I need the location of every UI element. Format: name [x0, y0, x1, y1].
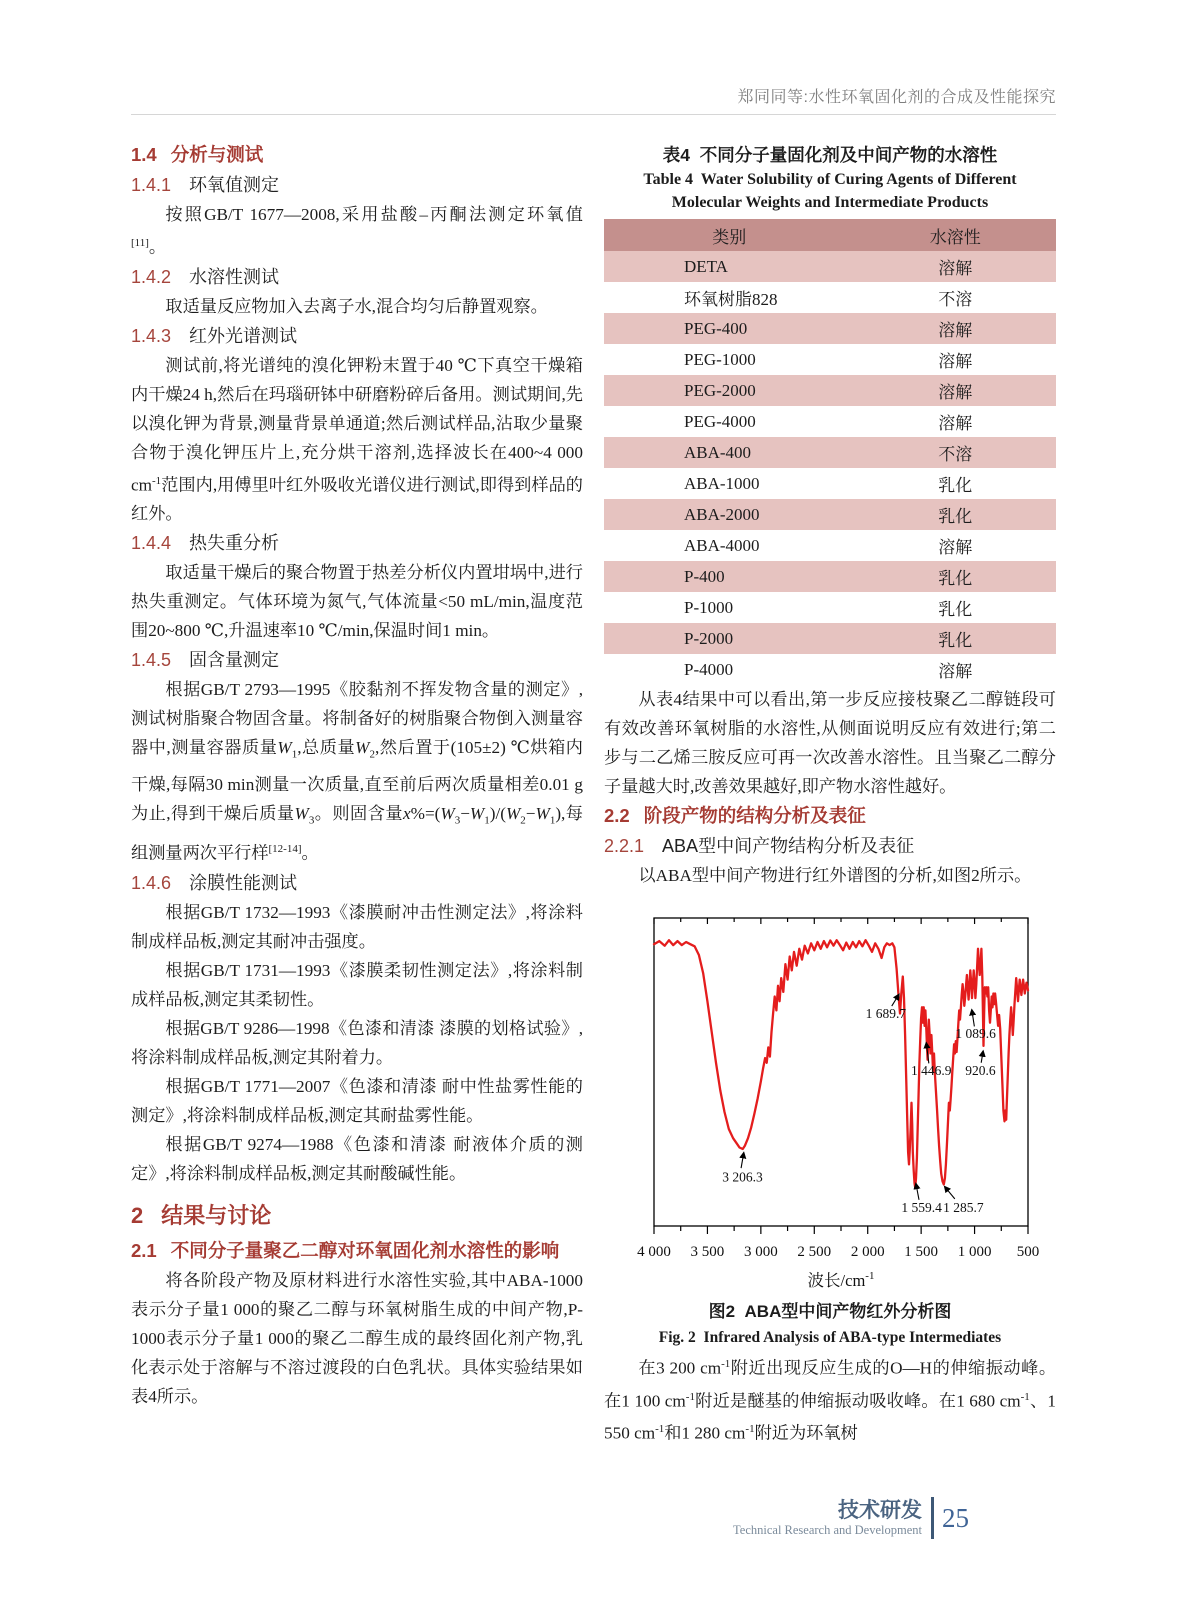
running-head: 郑同同等:水性环氧固化剂的合成及性能探究 [737, 89, 1056, 106]
section-heading-2-1 [131, 1236, 583, 1266]
subsection-heading-1-4-3 [131, 321, 583, 351]
category-cell: 环氧树脂828 [684, 290, 778, 309]
svg-text:1 000: 1 000 [957, 1244, 992, 1260]
paragraph: 根据GB/T 1771—2007《色漆和清漆 耐中性盐雾性能的测定》,将涂料制成样品板,测定其耐盐雾性能。 [131, 1077, 583, 1126]
page-number: 25 [942, 1502, 969, 1533]
category-cell: ABA-2000 [684, 504, 760, 524]
svg-text:920.6: 920.6 [965, 1063, 996, 1079]
header-divider [131, 114, 1056, 115]
section-title: 结果与讨论 [161, 1203, 272, 1229]
category-cell: ABA-400 [684, 442, 752, 462]
solubility-cell: 溶解 [938, 321, 973, 340]
figure-2 [604, 902, 1056, 1299]
paragraph: 从表4结果中可以看出,第一步反应接枝聚乙二醇链段可有效改善环氧树脂的水溶性,从侧面说明反应有效进行;第二步与二乙烯三胺反应可再一次改善水溶性。且当聚乙二醇分子量越大时,改善效果越好,即产物水溶性越好。 [604, 690, 1056, 796]
table-row [604, 561, 1056, 592]
table-header-category: 类别 [604, 219, 855, 251]
svg-text:1 285.7: 1 285.7 [943, 1200, 984, 1216]
solubility-cell: 溶解 [938, 538, 973, 557]
table-header-solubility: 水溶性 [855, 219, 1056, 251]
section-title: 不同分子量聚乙二醇对环氧固化剂水溶性的影响 [170, 1240, 560, 1262]
subsection-heading-1-4-4 [131, 528, 583, 558]
solubility-cell: 不溶 [938, 290, 973, 309]
section-number: 2 [131, 1203, 144, 1229]
section-heading-2 [131, 1196, 583, 1236]
section-number: 1.4 [131, 144, 157, 165]
subsection-heading-1-4-6 [131, 868, 583, 898]
category-cell: PEG-2000 [684, 380, 756, 400]
table-row [604, 406, 1056, 437]
page-content [131, 0, 1056, 1448]
section-heading-1-4 [131, 140, 583, 170]
svg-text:波长/cm-1: 波长$/cm^{-1}$ [807, 1270, 875, 1290]
category-cell: P-400 [684, 566, 725, 586]
subsection-number: 1.4.4 [131, 533, 172, 554]
solubility-cell: 乳化 [938, 600, 973, 619]
category-cell: ABA-1000 [684, 473, 760, 493]
table-4-title-en-line2: Molecular Weights and Intermediate Products [671, 194, 989, 211]
solubility-cell: 溶解 [938, 383, 973, 402]
solubility-cell: 乳化 [938, 569, 973, 588]
table-row [604, 313, 1056, 344]
category-cell: PEG-400 [684, 318, 748, 338]
table-row [604, 623, 1056, 654]
category-cell: PEG-4000 [684, 411, 756, 431]
section-title: 阶段产物的结构分析及表征 [643, 805, 866, 826]
category-cell: P-4000 [684, 659, 734, 679]
svg-text:1 559.4: 1 559.4 [901, 1200, 942, 1216]
table-row [604, 282, 1056, 313]
paragraph: 测试前,将光谱纯的溴化钾粉末置于40 ℃下真空干燥箱内干燥24 h,然后在玛瑙研钵中研磨粉碎后备用。测试期间,先以溴化钾为背景,测量背景单通道;然后测试样品,沾取少量聚合物于溴化钾压片上,充分烘干溶剂,选择波长在400~4 000 $cm^{-1}$范围内,用傅里叶红外吸收光谱仪进行测试,即得到样品的红外。 [131, 355, 583, 524]
subsection-number: 1.4.6 [131, 873, 172, 894]
table-row [604, 344, 1056, 375]
figure-2-caption-cn: 图2 ABA型中间产物红外分析图 [708, 1302, 952, 1321]
paragraph: 按照GB/T 1677—2008,采用盐酸–丙酮法测定环氧值[11]。 [131, 205, 583, 257]
figure-2-caption-en: Fig. 2 Infrared Analysis of ABA-type Intermediates [658, 1329, 1002, 1346]
solubility-cell: 不溶 [938, 445, 973, 464]
footer-section-cn: 技术研发 [838, 1498, 922, 1522]
subsection-number: 1.4.1 [131, 175, 172, 195]
solubility-cell: 乳化 [938, 476, 973, 495]
ir-spectrum-chart [604, 902, 1056, 1294]
table-4-title-en-line1: Table 4 Water Solubility of Curing Agents of Different [643, 171, 1017, 188]
left-column [131, 140, 583, 1448]
paragraph: 根据GB/T 9274—1988《色漆和清漆 耐液体介质的测定》,将涂料制成样品板,测定其耐酸碱性能。 [131, 1135, 583, 1184]
section-heading-2-2 [604, 801, 1056, 831]
table-body [604, 251, 1056, 685]
solubility-cell: 溶解 [938, 414, 973, 433]
subsection-number: 1.4.5 [131, 650, 172, 671]
solubility-cell: 乳化 [938, 631, 973, 650]
subsection-number: 1.4.3 [131, 325, 172, 346]
svg-text:1 446.9: 1 446.9 [911, 1063, 952, 1079]
category-cell: P-1000 [684, 597, 734, 617]
table-row [604, 592, 1056, 623]
footer-section-name [733, 1499, 922, 1538]
paragraph: 根据GB/T 1732—1993《漆膜耐冲击性测定法》,将涂料制成样品板,测定其耐冲击强度。 [131, 903, 583, 952]
table-row [604, 437, 1056, 468]
subsection-title: 红外光谱测试 [189, 325, 298, 346]
table-row [604, 530, 1056, 561]
category-cell: ABA-4000 [684, 535, 760, 555]
paragraph: 在3 200 $cm^{-1}$附近出现反应生成的O—H的伸缩振动峰。在1 100 $cm^{-1}$附近是醚基的伸缩振动吸收峰。在1 680 $cm^{-1}$、1 550 $cm^{-1}$和1 280 $cm^{-1}$附近为环氧树 [604, 1358, 1057, 1444]
table-row [604, 499, 1056, 530]
subsection-title: 固含量测定 [189, 650, 280, 671]
paragraph: 根据GB/T 1731—1993《漆膜柔韧性测定法》,将涂料制成样品板,测定其柔韧性。 [131, 961, 583, 1010]
footer-section-en: Technical Research and Development [733, 1522, 922, 1537]
table-row [604, 375, 1056, 406]
section-number: 2.1 [131, 1240, 157, 1262]
two-column-layout [131, 140, 1056, 1448]
svg-text:3 206.3: 3 206.3 [722, 1169, 763, 1185]
paragraph: 根据GB/T 2793—1995《胶黏剂不挥发物含量的测定》,测试树脂聚合物固含量。将制备好的树脂聚合物倒入测量容器中,测量容器质量$W_1$,总质量$W_2$,然后置于(105±2) ℃烘箱内干燥,每隔30 min测量一次质量,直至前后两次质量相差0.01 g为止,得到干燥后质量$W_3$。则固含量$x\%=(W_3-W_1)/(W_2-W_1)$,每组测量两次平行样[12-14]。 [131, 680, 583, 864]
category-cell: P-2000 [684, 628, 734, 648]
page-footer [733, 1497, 969, 1539]
subsection-title: 环氧值测定 [189, 175, 280, 195]
subsection-title: 水溶性测试 [189, 266, 280, 287]
solubility-cell: 溶解 [938, 259, 973, 278]
solubility-cell: 溶解 [938, 662, 973, 681]
subsection-title: 热失重分析 [189, 533, 280, 554]
subsection-heading-1-4-1 [131, 170, 583, 200]
category-cell: DETA [684, 256, 728, 276]
paragraph: 取适量干燥后的聚合物置于热差分析仪内置坩埚中,进行热失重测定。气体环境为氮气,气体流量<50 mL/min,温度范围20~800 ℃,升温速率10 ℃/min,保温时间1 min。 [131, 563, 583, 641]
solubility-table [604, 219, 1056, 685]
right-column [604, 140, 1056, 1448]
svg-text:1 500: 1 500 [904, 1244, 939, 1260]
section-number: 2.2 [604, 805, 630, 826]
subsection-heading-1-4-5 [131, 645, 583, 675]
svg-text:2 000: 2 000 [850, 1244, 885, 1260]
table-row [604, 251, 1056, 282]
paragraph: 根据GB/T 9286—1998《色漆和清漆 漆膜的划格试验》,将涂料制成样品板,测定其附着力。 [131, 1019, 583, 1068]
category-cell: PEG-1000 [684, 349, 756, 369]
paragraph: 以ABA型中间产物进行红外谱图的分析,如图2所示。 [638, 866, 1032, 885]
solubility-cell: 溶解 [938, 352, 973, 371]
svg-text:2 500: 2 500 [797, 1244, 832, 1260]
subsection-title: ABA型中间产物结构分析及表征 [662, 836, 915, 856]
section-title: 分析与测试 [170, 144, 264, 165]
svg-text:500: 500 [1016, 1244, 1040, 1260]
table-row [604, 654, 1056, 685]
subsection-heading-2-2-1 [604, 831, 1056, 861]
footer-divider-bar [931, 1497, 934, 1539]
paragraph: 取适量反应物加入去离子水,混合均匀后静置观察。 [165, 296, 548, 316]
svg-text:3 500: 3 500 [690, 1244, 725, 1260]
subsection-number: 1.4.2 [131, 266, 172, 287]
solubility-cell: 乳化 [938, 507, 973, 526]
table-header [604, 219, 1056, 251]
paragraph: 将各阶段产物及原材料进行水溶性实验,其中ABA-1000表示分子量1 000的聚乙二醇与环氧树脂生成的中间产物,P-1000表示分子量1 000的聚乙二醇生成的最终固化剂产物,乳化表示处于溶解与不溶过渡段的白色乳状。具体实验结果如表4所示。 [131, 1271, 583, 1407]
svg-text:4 000: 4 000 [637, 1244, 671, 1260]
svg-text:1 089.6: 1 089.6 [955, 1026, 996, 1042]
table-row [604, 468, 1056, 499]
table-4-title-cn: 表4 不同分子量固化剂及中间产物的水溶性 [662, 145, 998, 165]
subsection-number: 2.2.1 [604, 836, 645, 856]
svg-text:1 689.7: 1 689.7 [865, 1006, 907, 1022]
subsection-heading-1-4-2 [131, 262, 583, 292]
subsection-title: 涂膜性能测试 [189, 873, 298, 894]
svg-text:3 000: 3 000 [743, 1244, 778, 1260]
